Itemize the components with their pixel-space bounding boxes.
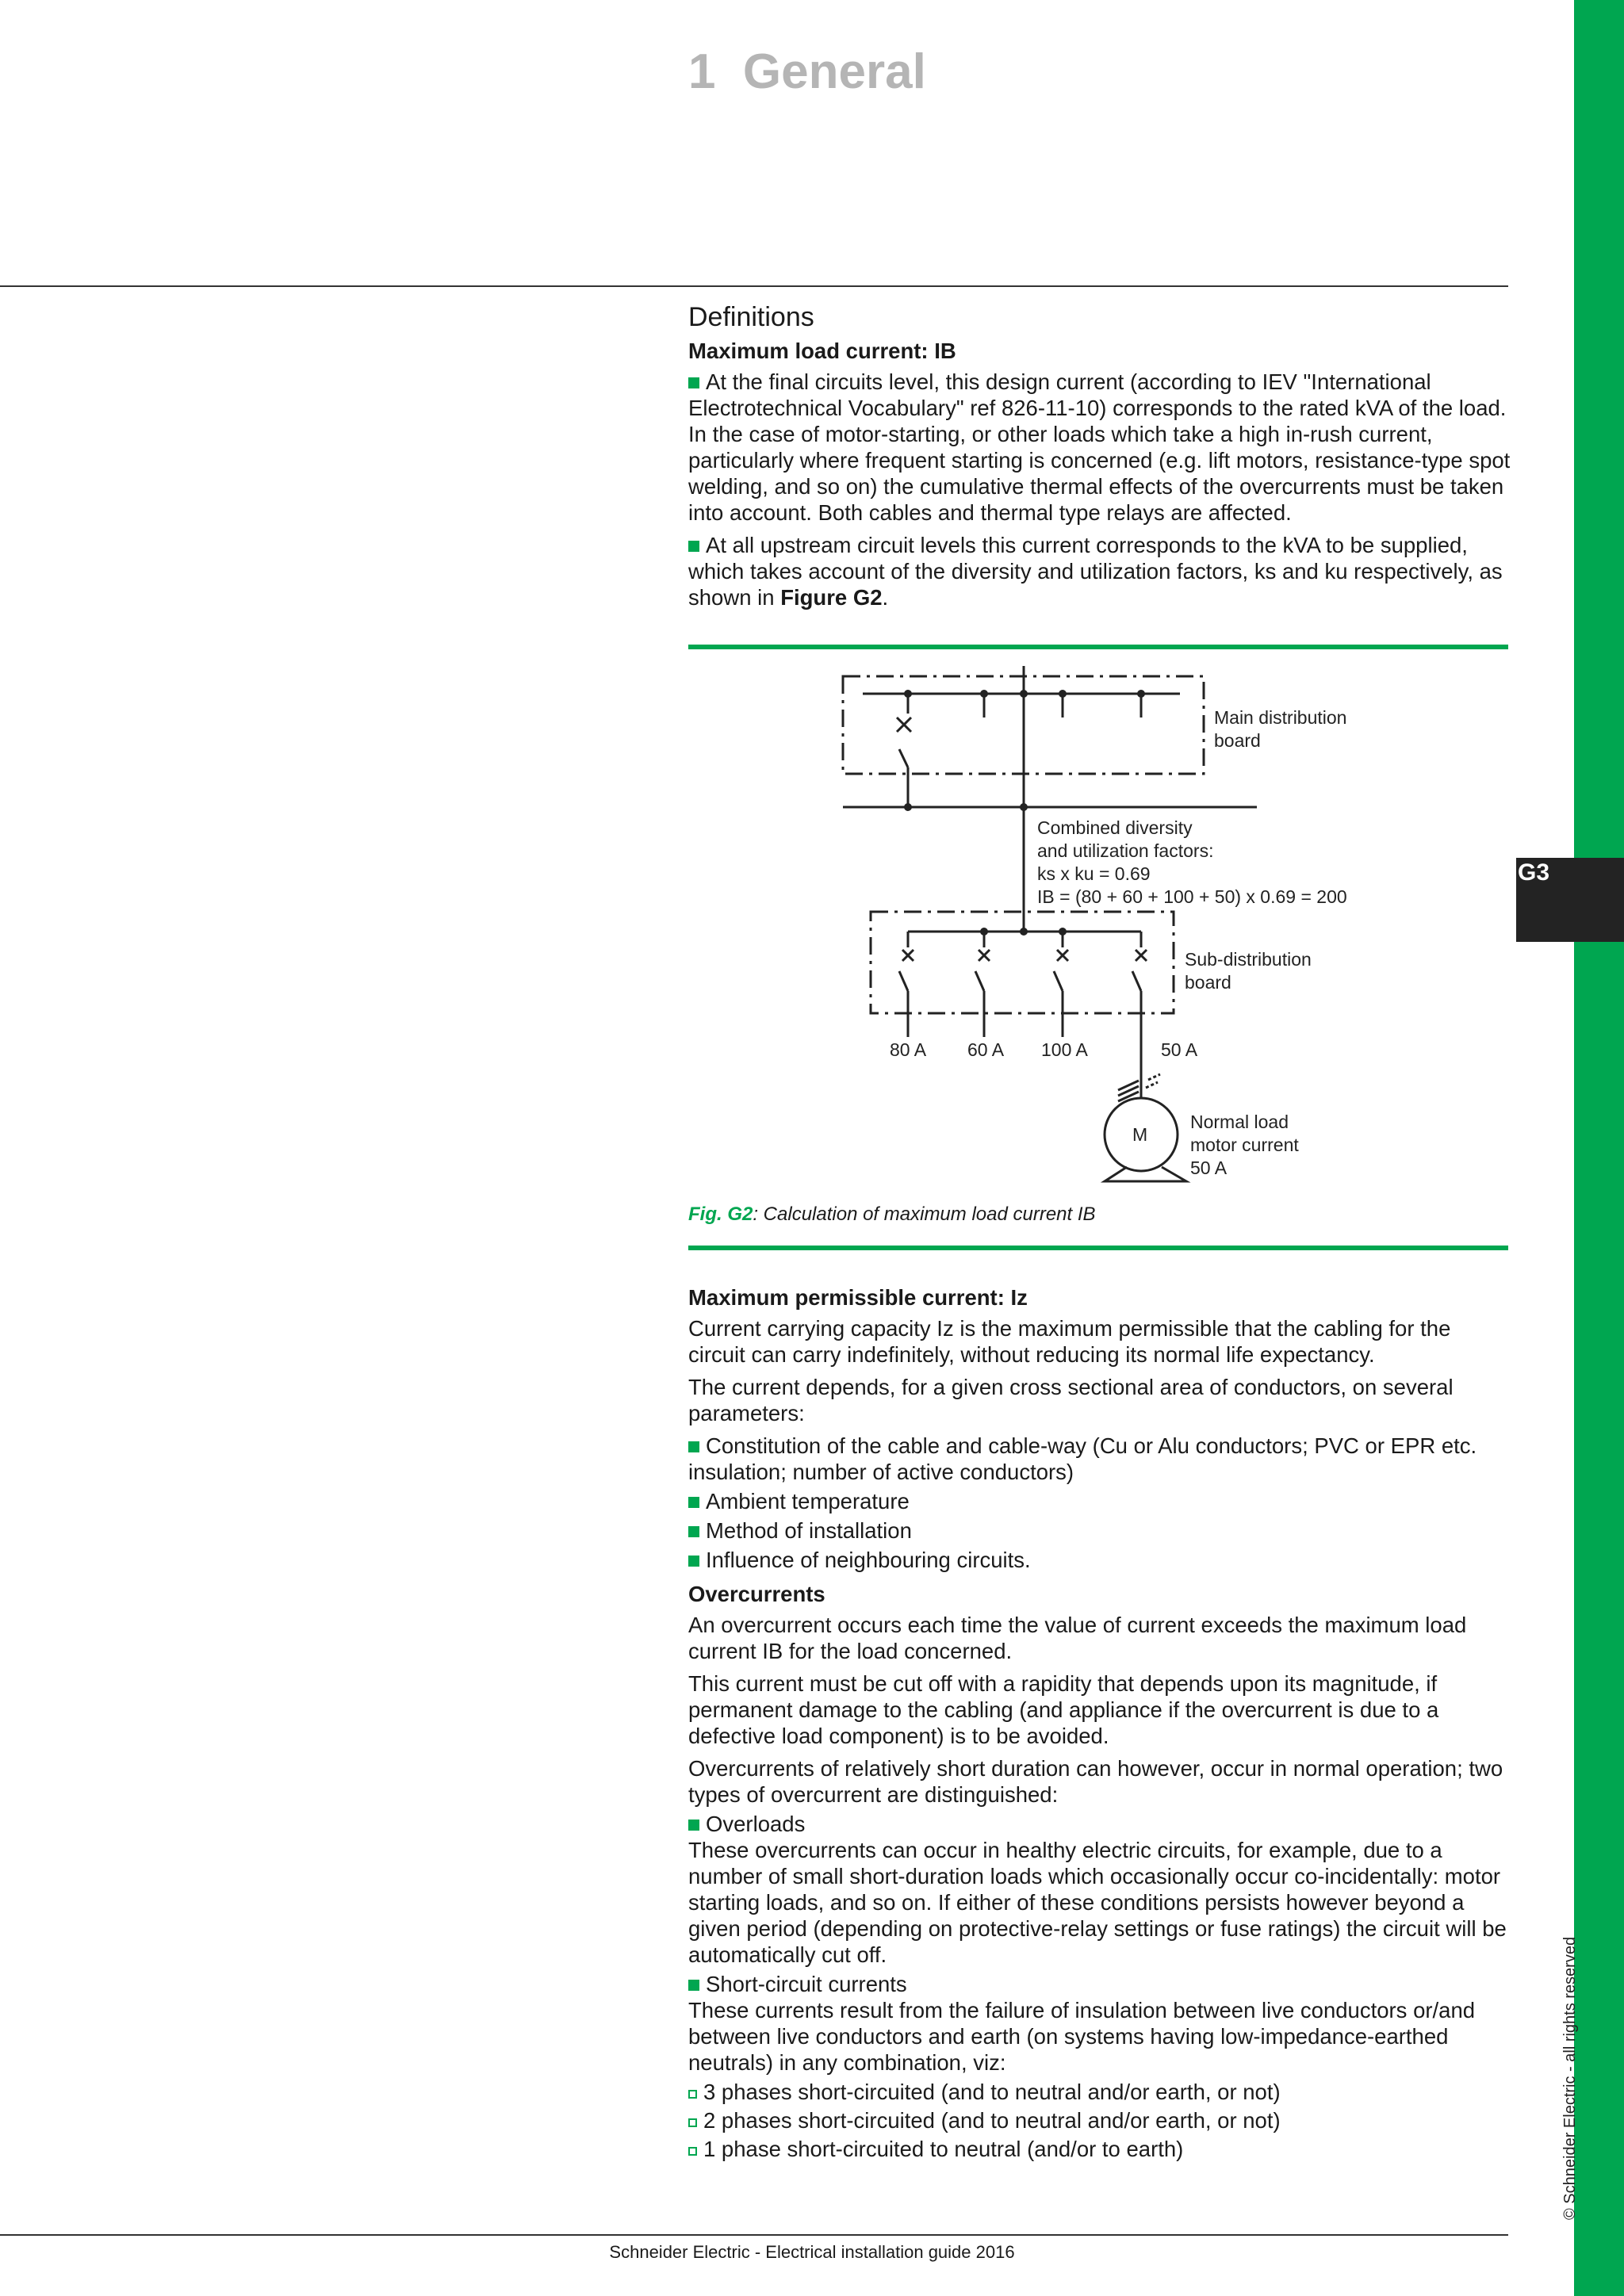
short-item-3: 1 phase short-circuited to neutral (and/or to earth) [688, 2136, 1513, 2162]
short-item-1: 3 phases short-circuited (and to neutral and/or earth, or not) [688, 2079, 1513, 2105]
motor-symbol: M [1132, 1124, 1148, 1145]
page-footer [0, 2242, 1624, 2263]
figure-reference: Figure G2 [780, 585, 883, 610]
load-current-diagram [825, 666, 1364, 1189]
section-title: Definitions [688, 302, 814, 332]
param-item-1: Constitution of the cable and cable-way (Cu or Alu conductors; PVC or EPR etc. insulation; number of active conductors) [688, 1433, 1513, 1485]
main-breaker [899, 749, 908, 767]
bullet2-end: . [882, 585, 889, 610]
side-brand-bar [1574, 0, 1624, 2296]
max-load-bullet-2 [688, 532, 1513, 610]
param-item-3: Method of installation [688, 1517, 1513, 1544]
overcurrents-p2: This current must be cut off with a rapidity that depends upon its magnitude, if permanent damage to the cabling (and appliance if the overcurrent is due to a defective load component) is to be avoided. [688, 1671, 1439, 1748]
header-rule [0, 285, 1508, 287]
permissible-section [688, 1284, 1513, 2162]
short-circuit-label: Short-circuit currents [688, 1971, 1513, 1997]
overloads-label: Overloads [688, 1811, 1513, 1837]
current-label-100: 100 A [1041, 1039, 1088, 1060]
motor-base [1105, 1167, 1186, 1181]
overcurrents-heading: Overcurrents [688, 1582, 825, 1606]
page-number-tab [1516, 858, 1624, 942]
diversity-label-2: and utilization factors: [1037, 840, 1214, 861]
param-item-4: Influence of neighbouring circuits. [688, 1547, 1513, 1573]
sub-board-outline [871, 912, 1174, 1013]
motor-label-3: 50 A [1190, 1158, 1228, 1178]
circuit-diagram-svg [825, 666, 1364, 1189]
sub-board-label-1: Sub-distribution [1185, 949, 1312, 970]
copyright-notice: © Schneider Electric - all rights reserved [1561, 1936, 1579, 2220]
overcurrents-p3: Overcurrents of relatively short duration can however, occur in normal operation; two types of overcurrent are distinguished: [688, 1756, 1503, 1807]
figure-bottom-rule [688, 1246, 1508, 1250]
overloads-text: These overcurrents can occur in healthy electric circuits, for example, due to a number of small short-duration loads which occasionally occur co-incidentally: motor starting loads, and so on. If either of these conditions persists however beyond a given period (depending on protective-relay settings or fuse ratings) the circuit will be automatically cut off. [688, 1838, 1507, 1967]
diversity-label-3: ks x ku = 0.69 [1037, 863, 1151, 884]
overcurrents-p1: An overcurrent occurs each time the value of current exceeds the maximum load current IB for the load concerned. [688, 1613, 1467, 1663]
max-load-heading: Maximum load current: IB [688, 339, 956, 363]
max-load-bullet-1: At the final circuits level, this design current (according to IEV "International Electrotechnical Vocabulary" ref 826-11-10) corresponds to the rated kVA of the load. In the case of motor-starting, or other loads which take a high in-rush current, particularly where frequent starting is concerned (e.g. lift motors, resistance-type spot welding, and so on) the cumulative thermal effects of the overcurrents must be taken into account. Both cables and thermal type relays are affected. [688, 369, 1513, 526]
main-board-label-2: board [1214, 730, 1261, 751]
sub-board-label-2: board [1185, 972, 1231, 993]
main-board-label-1: Main distribution [1214, 707, 1347, 728]
current-label-50: 50 A [1161, 1039, 1198, 1060]
definitions-section [688, 300, 1513, 617]
figure-id: Fig. G2 [688, 1203, 753, 1225]
footer-rule [0, 2234, 1508, 2236]
permissible-p1: Current carrying capacity Iz is the maximum permissible that the cabling for the circuit can carry indefinitely, without reducing its normal life expectancy. [688, 1316, 1451, 1367]
current-label-60: 60 A [967, 1039, 1005, 1060]
diversity-formula: IB = (80 + 60 + 100 + 50) x 0.69 = 200 [1037, 886, 1347, 907]
motor-label-2: motor current [1190, 1135, 1299, 1155]
page-number: G3 [1518, 859, 1550, 886]
diversity-label-1: Combined diversity [1037, 817, 1193, 838]
footer-text: Schneider Electric - Electrical installation guide 2016 [609, 2242, 1015, 2262]
short-item-2: 2 phases short-circuited (and to neutral and/or earth, or not) [688, 2107, 1513, 2133]
bullet2-text: At all upstream circuit levels this current corresponds to the kVA to be supplied, which takes account of the diversity and utilization factors, ks and ku respectively, as shown in [688, 533, 1503, 610]
param-item-2: Ambient temperature [688, 1488, 1513, 1514]
figure-caption-text: : Calculation of maximum load current IB [753, 1203, 1096, 1225]
chapter-title: 1 General [688, 44, 926, 99]
figure-caption [688, 1203, 1096, 1226]
figure-top-rule [688, 645, 1508, 649]
permissible-p2: The current depends, for a given cross sectional area of conductors, on several parameters: [688, 1375, 1454, 1425]
permissible-heading: Maximum permissible current: Iz [688, 1285, 1028, 1310]
motor-label-1: Normal load [1190, 1112, 1289, 1132]
short-circuit-text: These currents result from the failure of insulation between live conductors or/and between live conductors and earth (on systems having low-impedance-earthed neutrals) in any combination, viz: [688, 1998, 1476, 2075]
current-label-80: 80 A [890, 1039, 927, 1060]
